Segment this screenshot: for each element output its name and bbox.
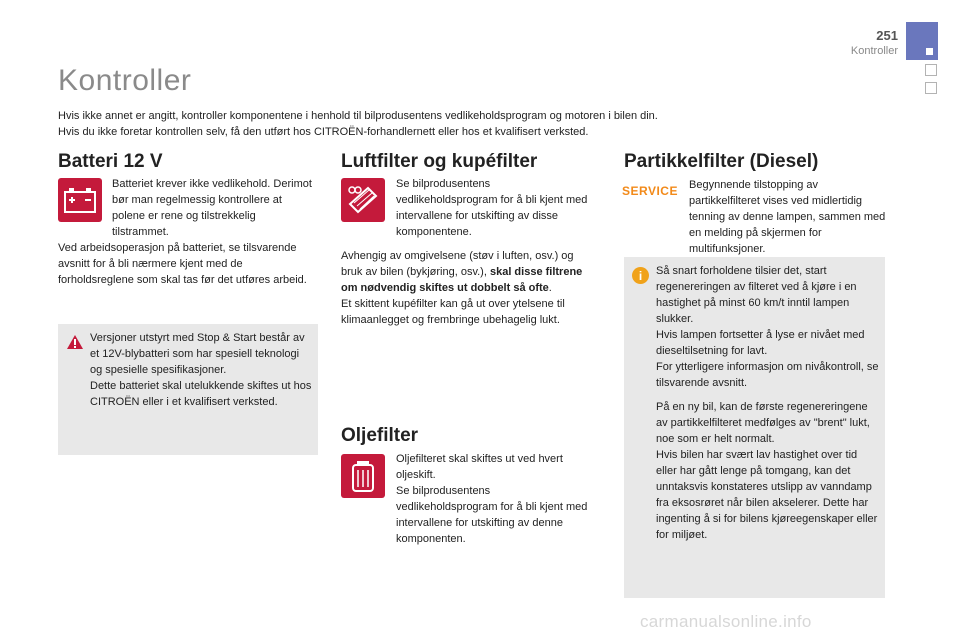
section-tab-active[interactable]: [906, 22, 938, 60]
battery-text: Batteriet krever ikke vedlikehold. Derimot bør man regelmessig kontrollere at polene er rene og tilstrekkelig tilstrammet.: [112, 178, 312, 238]
air-filter-text-end: .: [548, 282, 552, 294]
battery-note: [58, 324, 318, 455]
particle-filter-note-text: [656, 263, 880, 543]
battery-icon: [58, 178, 102, 222]
battery-text: Ved arbeidsoperasjon på batteriet, se tilsvarende avsnitt for å bli nærmere kjent med de forholdsreglene som skal tas før det utføres arbeid.: [58, 242, 307, 286]
air-filter-icon: [341, 178, 385, 222]
note-paragraph: Dette batteriet skal utelukkende skiftes ut hos CITROËN eller i et kvalifisert verksted.: [90, 380, 312, 408]
square-icon: [926, 48, 933, 55]
page-number: 251: [876, 28, 898, 43]
air-filter-text: Et skittent kupéfilter kan gå ut over ytelsene til klimaanlegget og frembringe ubehagelig lukt.: [341, 298, 565, 326]
oil-filter-heading: Oljefilter: [341, 425, 419, 446]
battery-heading: Batteri 12 V: [58, 151, 163, 172]
section-tab[interactable]: [925, 64, 937, 76]
section-tab[interactable]: [925, 82, 937, 94]
particle-filter-heading: Partikkelfilter (Diesel): [624, 151, 819, 172]
air-filter-heading: Luftfilter og kupéfilter: [341, 151, 538, 172]
oil-filter-text: [396, 451, 592, 547]
oil-filter-icon: [341, 454, 385, 498]
note-paragraph: Hvis lampen fortsetter å lyse er nivået med dieseltilsetning for lavt.: [656, 329, 865, 357]
watermark: carmanualsonline.info: [640, 612, 812, 631]
section-label: Kontroller: [850, 45, 898, 57]
note-paragraph: Så snart forholdene tilsier det, start regenereringen av filteret ved å kjøre i en hastighet på minst 60 km/t inntil lampen slukker.: [656, 265, 857, 325]
note-paragraph: For ytterligere informasjon om nivåkontroll, se tilsvarende avsnitt.: [656, 361, 879, 389]
intro-text: [58, 108, 898, 140]
page-title: Kontroller: [58, 64, 192, 97]
air-filter-text: [341, 248, 597, 328]
air-filter-text-plain: Avhengig av omgivelsene (støv i luften, osv.) og bruk av bilen (bykjøring, osv.),: [341, 250, 574, 278]
oil-filter-paragraph: Oljefilteret skal skiftes ut ved hvert oljeskift.: [396, 453, 563, 481]
battery-note-text: [90, 330, 312, 410]
info-icon: i: [632, 267, 649, 284]
air-filter-text: Se bilprodusentens vedlikeholdsprogram for å bli kjent med intervallene for utskifting av disse komponentene.: [396, 178, 588, 238]
warning-icon: [66, 334, 84, 350]
particle-filter-note: [624, 257, 885, 598]
service-icon: SERVICE: [622, 184, 678, 198]
intro-line: Hvis du ikke foretar kontrollen selv, få den utført hos CITROËN-forhandlernett eller hos et kvalifisert verksted.: [58, 126, 589, 138]
air-filter-text-bold: skal disse filtrene om nødvendig skiftes ut dobbelt så ofte: [341, 266, 583, 294]
note-paragraph: Hvis bilen har svært lav hastighet over tid eller har gått lenge på tomgang, kan det unntaksvis konstateres utslipp av vanndamp fra eksosrøret når bilen akselerer. Dette har ingenting å si for bilens kjøreegenskaper eller for miljøet.: [656, 449, 878, 541]
intro-line: Hvis ikke annet er angitt, kontroller komponentene i henhold til bilprodusentens vedlikeholdsprogram og motoren i bilen din.: [58, 110, 658, 122]
oil-filter-paragraph: Se bilprodusentens vedlikeholdsprogram for å bli kjent med intervallene for utskifting av denne komponenten.: [396, 485, 588, 545]
particle-filter-text: Begynnende tilstopping av partikkelfilteret vises ved midlertidig tenning av denne lampen, sammen med en melding på skjermen for multifunksjoner.: [689, 179, 886, 255]
note-paragraph: Versjoner utstyrt med Stop & Start består av et 12V-blybatteri som har spesiell teknologi og spesielle spesifikasjoner.: [90, 332, 305, 376]
note-paragraph: På en ny bil, kan de første regenereringene av partikkelfilteret medfølges av "brent" lukt, noe som er helt normalt.: [656, 401, 870, 445]
